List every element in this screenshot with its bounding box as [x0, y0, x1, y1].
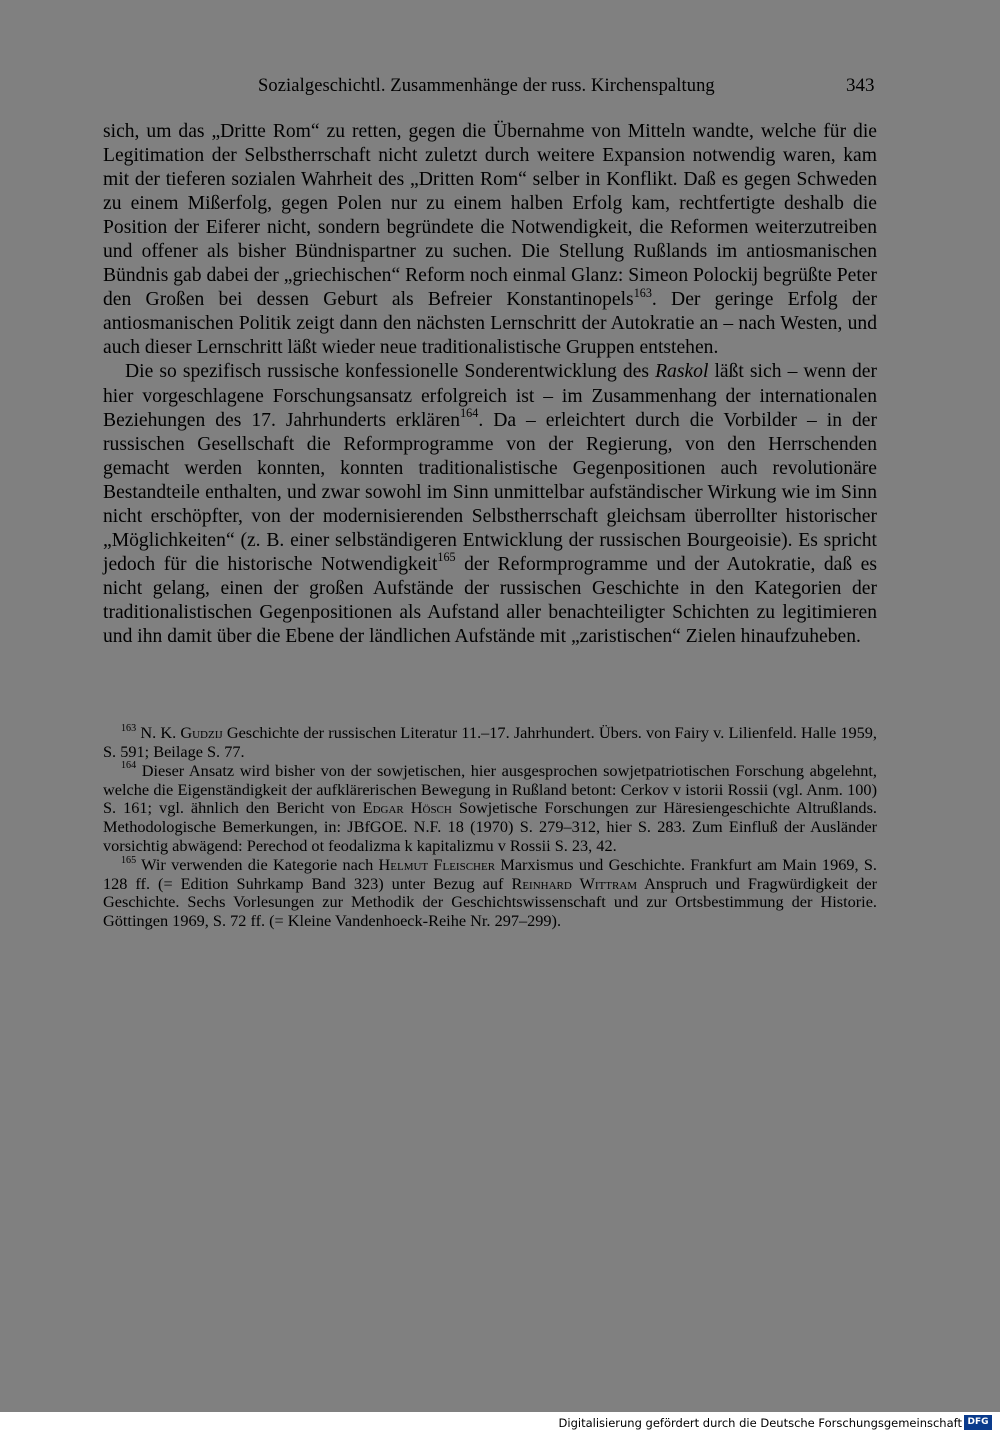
footnote-text: Dieser Ansatz wird bisher von der sowjetischen, hier ausgesprochen sowjetpatriotischen Forschung abgelehnt, welche die Eigenständigkeit der aufklärerischen Bewegung in Rußland betont: Cerkov v istorii Rossii (vgl. Anm. 100) S. 161; vgl. ähnlich den Bericht von — [103, 760, 877, 818]
footnote-number: 163 — [121, 722, 137, 734]
footnote-text: N. K. — [136, 723, 181, 742]
footnote-number: 164 — [121, 760, 137, 772]
author-name: Edgar Hösch — [362, 798, 452, 818]
paragraph-2-part-d: der Reformprogramme und der Autokratie, daß es nicht gelang, einen der großen Aufstände der russischen Geschichte in den Kategorien der traditionalistischen Gegenpositionen als Aufstand aller benachteiligter Schichten zu legitimieren und ihn damit über die Ebene der ländlichen Aufstände mit „zaristischen“ Zielen hinaufzuheben. — [103, 553, 878, 647]
footnote-number: 165 — [121, 854, 137, 866]
footnote-164 — [103, 762, 877, 856]
paragraph-2 — [103, 360, 877, 649]
footnote-ref-165: 165 — [437, 550, 456, 565]
paragraph-1 — [103, 120, 877, 360]
footnote-163 — [103, 724, 877, 761]
paragraph-1-part-a: sich, um das „Dritte Rom“ zu retten, gegen die Übernahme von Mitteln wandte, welche für die Legitimation der Selbstherrschaft nicht zuletzt durch weitere Expansion notwendig waren, kam mit der tieferen sozialen Wahrheit des „Dritten Rom“ selber in Konflikt. Daß es gegen Schweden zu einem Mißerfolg, gegen Polen nur zu einem halben Erfolg kam, rechtfertigte deshalb die Position der Eiferer nicht, sondern begründete die Notwendigkeit, die Reformen weiterzutreiben und offener als bisher Bündnispartner zu suchen. Die Stellung Rußlands im antiosmanischen Bündnis gab dabei der „griechischen“ Reform noch einmal Glanz: Simeon Polockij begrüßte Peter den Großen bei dessen Geburt als Befreier Konstantinopels — [103, 121, 877, 311]
paragraph-2-part-c: . Da – erleichtert durch die Vorbilder – in der russischen Gesellschaft die Reformprogramme von der Regierung, von den Herrschenden gemacht werden konnten, konnten traditionalistische Gegenpositionen auch revolutionäre Bestandteile enthalten, und zwar sowohl im Sinn unmittelbar aufständischer Wirkung wie im Sinn nicht erschöpfter, von der modernisierenden Selbstherrschaft gleichsam überrollter historischer „Möglichkeiten“ (z. B. einer selbständigeren Entwicklung der russischen Bourgeoisie). Es spricht jedoch für die historische Notwendigkeit — [103, 409, 877, 575]
footnote-165 — [103, 856, 877, 931]
author-name: Helmut Fleischer — [378, 854, 496, 874]
author-name: Reinhard Wittram — [511, 873, 638, 893]
running-title: Sozialgeschichtl. Zusammenhänge der russ. Kirchenspaltung — [258, 76, 715, 96]
footnote-text: Geschichte der russischen Literatur 11.–17. Jahrhundert. Übers. von Fairy v. Lilienfeld. Halle 1959, S. 591; Beilage S. 77. — [103, 723, 878, 761]
footnote-text: Wir verwenden die Kategorie nach — [136, 854, 379, 874]
footnote-ref-163: 163 — [633, 285, 652, 300]
digitization-credit-bar — [0, 1412, 1000, 1434]
italic-term: Raskol — [655, 361, 709, 383]
footnote-ref-164: 164 — [460, 405, 479, 420]
footnote-text: Marxismus und Geschichte. Frankfurt am Main 1969, S. 128 ff. (= Edition Suhrkamp Band 323) unter Bezug auf — [103, 854, 877, 893]
paragraph-2-part-b: läßt sich – wenn der hier vorgeschlagene Forschungsansatz erfolgreich ist – im Zusammenhang der internationalen Beziehungen des 17. Jahrhunderts erklären — [103, 361, 877, 431]
author-name: Gudzij — [180, 723, 223, 742]
paragraph-1-part-b: . Der geringe Erfolg der antiosmanischen Politik zeigt dann den nächsten Lernschritt der Autokratie an – nach Westen, und auch dieser Lernschritt läßt wieder neue traditionalistische Gruppen entstehen. — [103, 289, 878, 359]
paragraph-2-part-a: Die so spezifisch russische konfessionelle Sonderentwicklung des — [125, 361, 656, 383]
page-number: 343 — [846, 75, 875, 96]
footnote-text: Anspruch und Fragwürdigkeit der Geschichte. Sechs Vorlesungen zur Methodik der Geschichtswissenschaft und zur Ortsbestimmung der Historie. Göttingen 1969, S. 72 ff. (= Kleine Vandenhoeck-Reihe Nr. 297–299). — [103, 873, 878, 931]
body-text — [103, 120, 877, 649]
footnote-text: Sowjetische Forschungen zur Häresiengeschichte Altrußlands. Methodologische Bemerkungen, in: JBfGOE. N.F. 18 (1970) S. 279–312, hier S. 283. Zum Einfluß der Ausländer vorsichtig abwägend: Perechod ot feodalizma k kapitalizmu v Rossii S. 23, 42. — [103, 798, 877, 855]
footnotes — [103, 724, 877, 931]
dfg-logo: DFG — [964, 1415, 992, 1430]
credit-text: Digitalisierung gefördert durch die Deutsche Forschungsgemeinschaft — [558, 1416, 962, 1430]
